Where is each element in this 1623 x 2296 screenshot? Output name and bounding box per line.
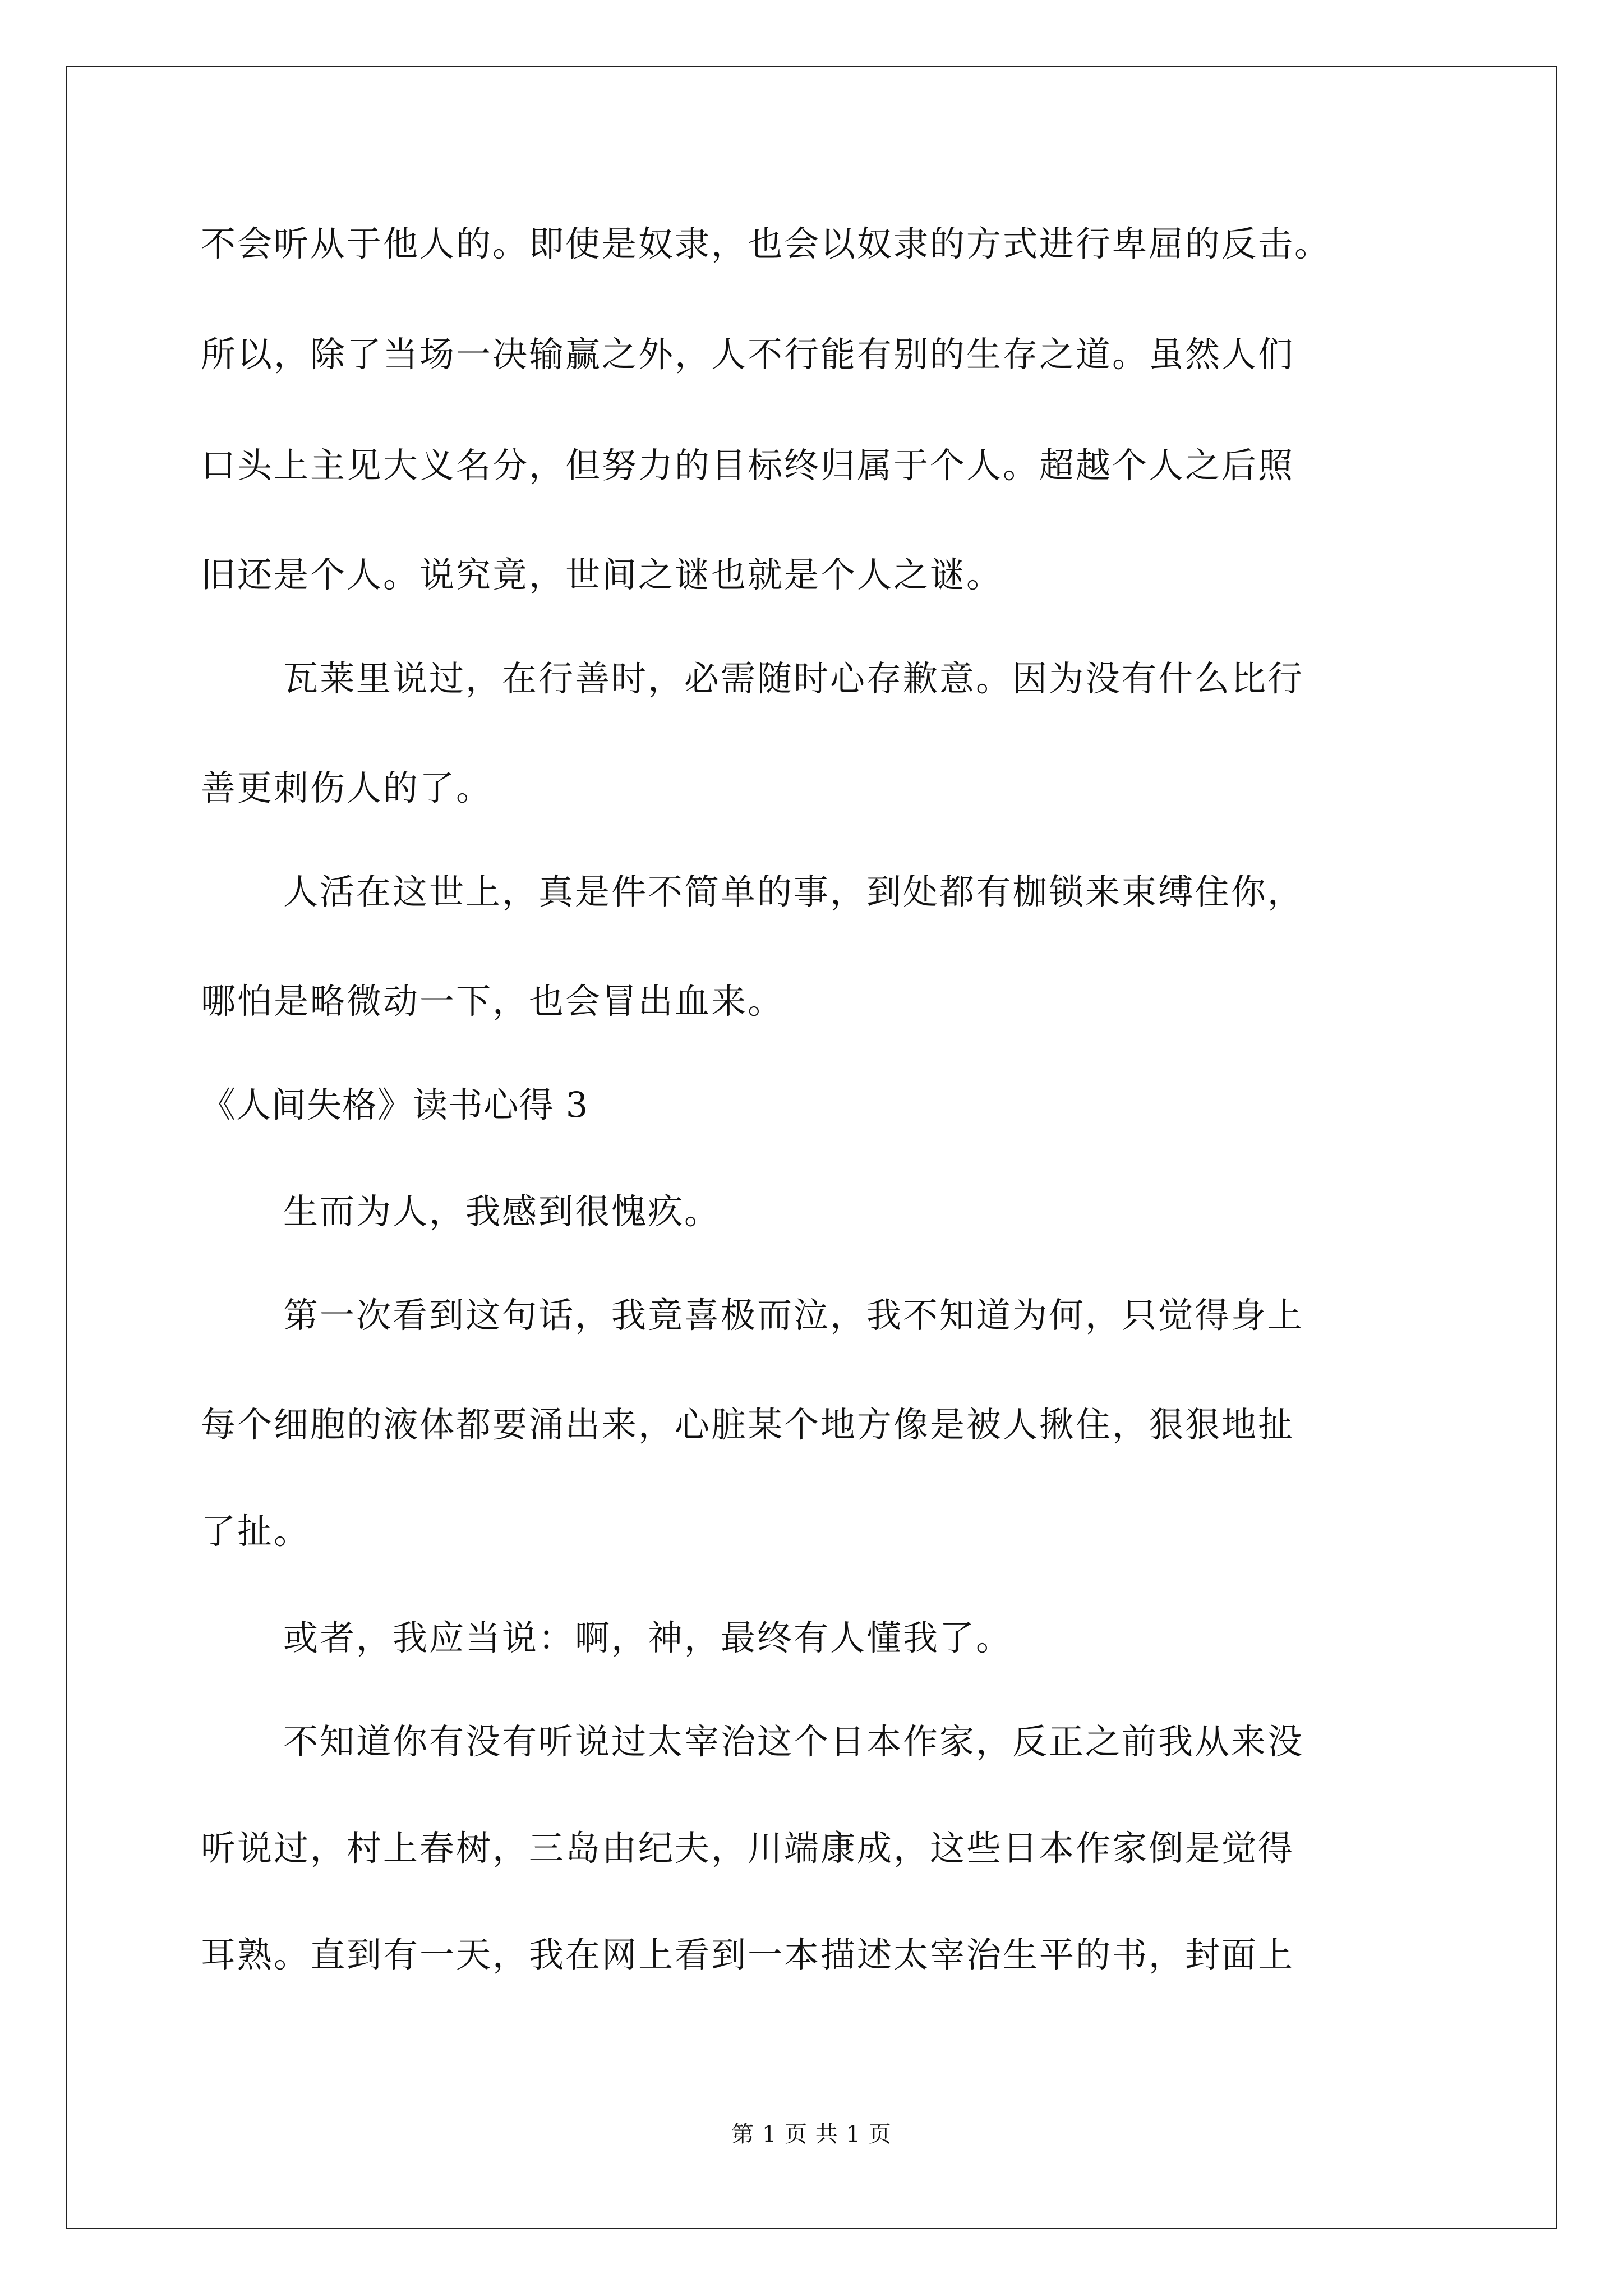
text-line: 哪怕是略微动一下，也会冒出血来。 (201, 981, 785, 1022)
text-line: 生而为人，我感到很愧疚。 (283, 1191, 721, 1232)
text-line: 耳熟。直到有一天，我在网上看到一本描述太宰治生平的书，封面上 (201, 1934, 1295, 1975)
text-line: 瓦莱里说过，在行善时，必需随时心存歉意。因为没有什么比行 (283, 658, 1304, 699)
text-line: 每个细胞的液体都要涌出来，心脏某个地方像是被人揪住，狠狠地扯 (201, 1404, 1295, 1445)
text-line: 不知道你有没有听说过太宰治这个日本作家，反正之前我从来没 (283, 1721, 1304, 1762)
page-footer: 第 1 页 共 1 页 (731, 2122, 892, 2147)
text-line: 了扯。 (201, 1511, 311, 1552)
text-line: 听说过，村上春树，三岛由纪夫，川端康成，这些日本作家倒是觉得 (201, 1828, 1295, 1869)
text-line: 口头上主见大义名分，但努力的目标终归属于个人。超越个人之后照 (201, 445, 1295, 486)
text-line: 旧还是个人。说究竟，世间之谜也就是个人之谜。 (201, 554, 1003, 595)
text-line: 或者，我应当说：啊，神，最终有人懂我了。 (283, 1617, 1013, 1658)
text-line: 善更刺伤人的了。 (201, 767, 493, 808)
text-line: 第一次看到这句话，我竟喜极而泣，我不知道为何，只觉得身上 (283, 1295, 1304, 1336)
text-line: 人活在这世上，真是件不简单的事，到处都有枷锁来束缚住你， (283, 871, 1304, 912)
section-heading: 《人间失格》读书心得 3 (201, 1084, 589, 1125)
page-border (66, 66, 1557, 2229)
text-line: 不会听从于他人的。即使是奴隶，也会以奴隶的方式进行卑屈的反击。 (201, 223, 1331, 264)
text-line: 所以，除了当场一决输赢之外，人不行能有别的生存之道。虽然人们 (201, 334, 1295, 375)
